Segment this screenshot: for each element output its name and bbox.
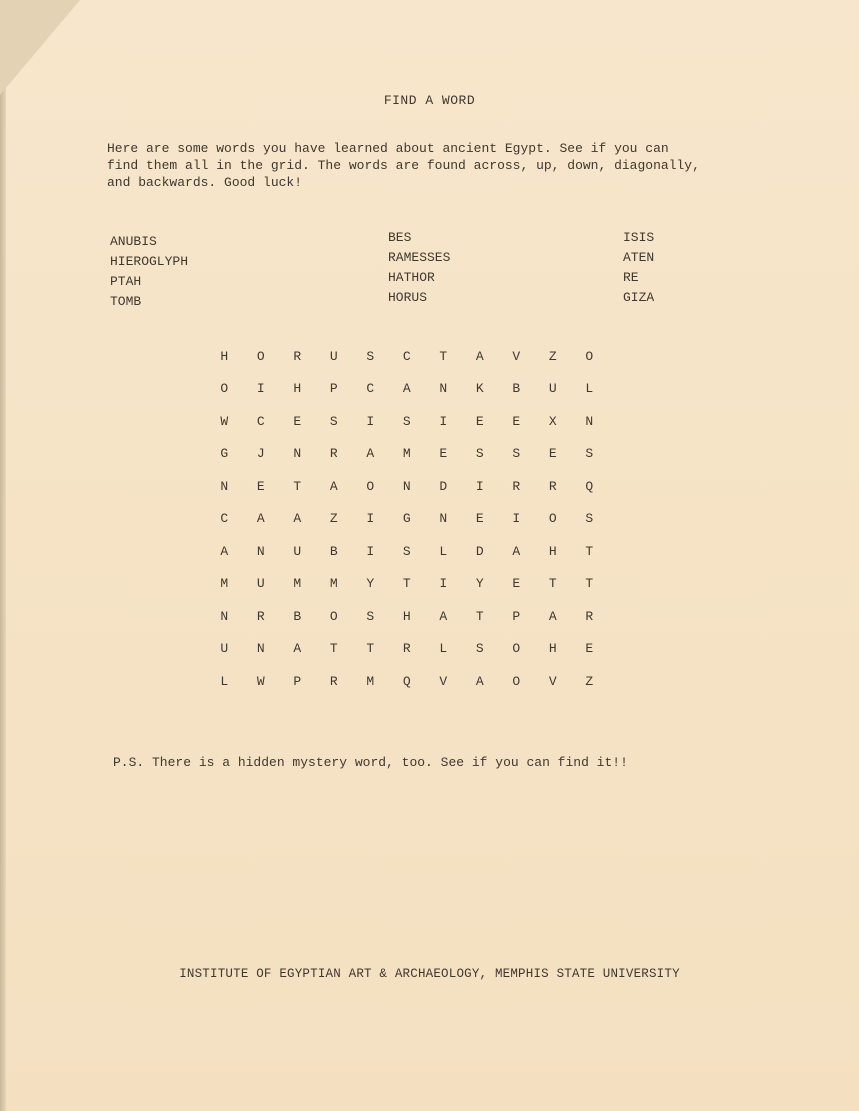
grid-letter-cell: M [366, 673, 375, 689]
word-list-item: ISIS [623, 230, 655, 245]
grid-letter-cell: S [402, 413, 411, 429]
grid-letter-cell: L [439, 641, 448, 657]
grid-letter-cell: R [329, 446, 338, 462]
grid-letter-cell: E [293, 413, 302, 429]
grid-letter-cell: T [366, 641, 375, 657]
grid-letter-cell: L [220, 673, 229, 689]
grid-letter-cell: G [402, 511, 411, 527]
grid-letter-cell: Q [585, 478, 594, 494]
grid-letter-cell: M [220, 576, 229, 592]
grid-letter-cell: C [220, 511, 229, 527]
grid-letter-cell: T [293, 478, 302, 494]
grid-letter-cell: Q [402, 673, 411, 689]
grid-letter-cell: O [256, 348, 265, 364]
folded-corner [0, 0, 80, 95]
grid-letter-cell: K [475, 381, 484, 397]
grid-letter-cell: I [366, 543, 375, 559]
grid-letter-cell: R [548, 478, 557, 494]
grid-letter-cell: T [439, 348, 448, 364]
grid-letter-cell: R [512, 478, 521, 494]
grid-letter-cell: P [293, 673, 302, 689]
page-title: FIND A WORD [383, 93, 476, 108]
grid-letter-cell: U [329, 348, 338, 364]
grid-letter-cell: M [402, 446, 411, 462]
grid-letter-cell: Y [475, 576, 484, 592]
word-search-grid [206, 340, 608, 698]
grid-letter-cell: R [256, 608, 265, 624]
postscript-note: P.S. There is a hidden mystery word, too. See if you can find it!! [113, 755, 628, 770]
grid-letter-cell: N [220, 608, 229, 624]
grid-letter-cell: T [585, 543, 594, 559]
grid-letter-cell: Y [366, 576, 375, 592]
grid-letter-cell: T [548, 576, 557, 592]
grid-letter-cell: O [366, 478, 375, 494]
grid-letter-cell: N [439, 381, 448, 397]
grid-letter-cell: A [512, 543, 521, 559]
grid-letter-cell: V [548, 673, 557, 689]
grid-letter-cell: N [402, 478, 411, 494]
grid-letter-cell: M [293, 576, 302, 592]
grid-letter-cell: E [512, 413, 521, 429]
grid-letter-cell: P [512, 608, 521, 624]
grid-letter-cell: H [548, 543, 557, 559]
grid-letter-cell: R [329, 673, 338, 689]
word-list-column-1 [110, 232, 188, 312]
grid-letter-cell: U [220, 641, 229, 657]
word-list-column-3 [623, 228, 654, 308]
grid-letter-cell: D [439, 478, 448, 494]
word-list-item: ATEN [623, 250, 655, 265]
grid-letter-cell: M [329, 576, 338, 592]
grid-letter-cell: H [220, 348, 229, 364]
word-list-item: PTAH [110, 274, 142, 289]
grid-letter-cell: C [256, 413, 265, 429]
grid-letter-cell: S [475, 641, 484, 657]
grid-letter-cell: E [548, 446, 557, 462]
grid-letter-cell: E [475, 511, 484, 527]
grid-letter-cell: O [585, 348, 594, 364]
word-list-item: RE [623, 270, 639, 285]
grid-letter-cell: N [256, 543, 265, 559]
grid-letter-cell: J [256, 446, 265, 462]
grid-letter-cell: I [366, 413, 375, 429]
grid-letter-cell: E [439, 446, 448, 462]
grid-letter-cell: A [293, 641, 302, 657]
grid-letter-cell: R [585, 608, 594, 624]
grid-letter-cell: T [402, 576, 411, 592]
grid-letter-cell: B [293, 608, 302, 624]
grid-letter-cell: N [585, 413, 594, 429]
grid-letter-cell: R [293, 348, 302, 364]
grid-letter-cell: I [439, 576, 448, 592]
paper-edge [0, 0, 6, 1111]
grid-letter-cell: S [475, 446, 484, 462]
grid-letter-cell: S [366, 348, 375, 364]
grid-letter-cell: S [512, 446, 521, 462]
grid-letter-cell: S [402, 543, 411, 559]
grid-letter-cell: W [256, 673, 265, 689]
grid-letter-cell: O [548, 511, 557, 527]
grid-letter-cell: A [329, 478, 338, 494]
grid-letter-cell: A [220, 543, 229, 559]
grid-letter-cell: E [256, 478, 265, 494]
grid-letter-cell: B [329, 543, 338, 559]
instructions-paragraph: Here are some words you have learned about ancient Egypt. See if you can find them all in the grid. The words are found across, up, down, diagonally, and backwards. Good luck! [107, 141, 700, 190]
grid-letter-cell: A [548, 608, 557, 624]
grid-letter-cell: N [439, 511, 448, 527]
grid-letter-cell: I [439, 413, 448, 429]
grid-letter-cell: S [366, 608, 375, 624]
grid-letter-cell: S [585, 446, 594, 462]
grid-letter-cell: O [329, 608, 338, 624]
grid-letter-cell: H [293, 381, 302, 397]
grid-letter-cell: T [585, 576, 594, 592]
grid-letter-cell: O [512, 673, 521, 689]
grid-letter-cell: W [220, 413, 229, 429]
grid-letter-cell: B [512, 381, 521, 397]
word-list-item: HIEROGLYPH [110, 254, 189, 269]
grid-letter-cell: D [475, 543, 484, 559]
grid-letter-cell: Z [585, 673, 594, 689]
grid-letter-cell: I [512, 511, 521, 527]
word-list-item: TOMB [110, 294, 142, 309]
word-list-item: HORUS [388, 290, 428, 305]
grid-letter-cell: V [439, 673, 448, 689]
grid-letter-cell: I [475, 478, 484, 494]
grid-letter-cell: I [366, 511, 375, 527]
grid-letter-cell: U [548, 381, 557, 397]
grid-letter-cell: A [402, 381, 411, 397]
grid-letter-cell: X [548, 413, 557, 429]
grid-letter-cell: C [366, 381, 375, 397]
grid-letter-cell: S [329, 413, 338, 429]
grid-letter-cell: E [475, 413, 484, 429]
grid-letter-cell: U [256, 576, 265, 592]
grid-letter-cell: S [585, 511, 594, 527]
grid-letter-cell: O [512, 641, 521, 657]
grid-letter-cell: G [220, 446, 229, 462]
grid-letter-cell: P [329, 381, 338, 397]
grid-letter-cell: A [439, 608, 448, 624]
word-list-item: HATHOR [388, 270, 435, 285]
grid-letter-cell: Z [329, 511, 338, 527]
grid-letter-cell: E [512, 576, 521, 592]
grid-letter-cell: N [293, 446, 302, 462]
grid-letter-cell: H [402, 608, 411, 624]
grid-letter-cell: A [475, 673, 484, 689]
grid-letter-cell: T [475, 608, 484, 624]
grid-letter-cell: R [402, 641, 411, 657]
grid-letter-cell: I [256, 381, 265, 397]
grid-letter-cell: V [512, 348, 521, 364]
grid-letter-cell: O [220, 381, 229, 397]
grid-letter-cell: A [293, 511, 302, 527]
grid-letter-cell: C [402, 348, 411, 364]
word-list-item: RAMESSES [388, 250, 451, 265]
grid-letter-cell: U [293, 543, 302, 559]
grid-letter-cell: A [256, 511, 265, 527]
grid-letter-cell: H [548, 641, 557, 657]
institution-footer: INSTITUTE OF EGYPTIAN ART & ARCHAEOLOGY, MEMPHIS STATE UNIVERSITY [179, 967, 680, 981]
word-list-item: BES [388, 230, 412, 245]
grid-letter-cell: L [439, 543, 448, 559]
grid-letter-cell: Z [548, 348, 557, 364]
grid-letter-cell: N [220, 478, 229, 494]
grid-letter-cell: A [475, 348, 484, 364]
word-list-column-2 [388, 228, 450, 308]
grid-letter-cell: A [366, 446, 375, 462]
word-list-item: ANUBIS [110, 234, 157, 249]
word-list-item: GIZA [623, 290, 655, 305]
grid-letter-cell: N [256, 641, 265, 657]
grid-letter-cell: L [585, 381, 594, 397]
grid-letter-cell: E [585, 641, 594, 657]
grid-letter-cell: T [329, 641, 338, 657]
